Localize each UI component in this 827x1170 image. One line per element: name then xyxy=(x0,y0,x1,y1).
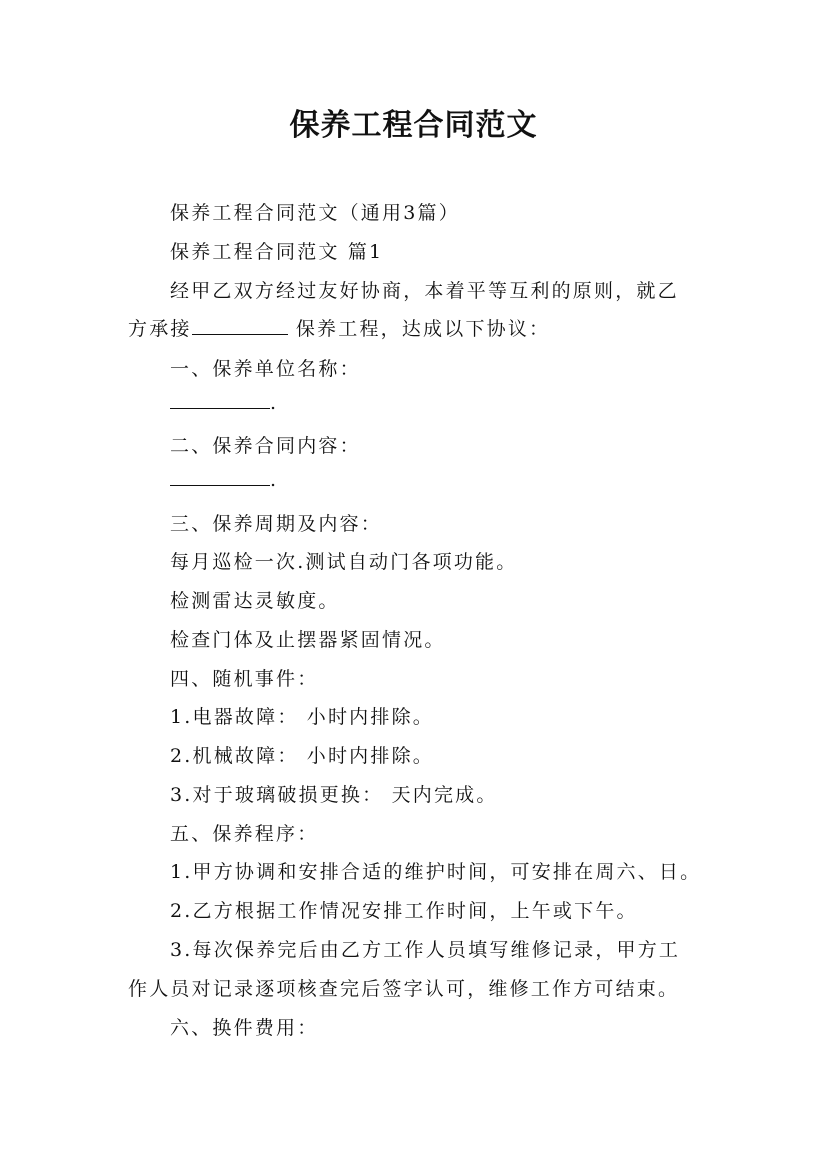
clause-5-item-2: 2.乙方根据工作情况安排工作时间，上午或下午。 xyxy=(170,900,638,922)
clause-4-item-1: 1.电器故障： 小时内排除。 xyxy=(170,706,434,728)
paragraph-intro-line-2 xyxy=(128,314,550,341)
doc-subtitle: 保养工程合同范文（通用3篇） xyxy=(170,202,460,224)
blank-field-project xyxy=(192,316,288,335)
blank-field-unit-name xyxy=(170,392,270,409)
clause-1-blank-line xyxy=(170,392,278,414)
clause-4-item-2: 2.机械故障： 小时内排除。 xyxy=(170,745,434,767)
clause-3-item-3: 检查门体及止摆器紧固情况。 xyxy=(170,629,446,651)
clause-3-item-1: 每月巡检一次.测试自动门各项功能。 xyxy=(170,551,518,573)
clause-6-heading: 六、换件费用： xyxy=(170,1017,319,1039)
blank-field-contract-content xyxy=(170,469,270,486)
paragraph-intro-line-1: 经甲乙双方经过友好协商，本着平等互利的原则，就乙 xyxy=(170,280,679,302)
document-title: 保养工程合同范文 xyxy=(289,108,538,143)
clause-2-heading: 二、保养合同内容： xyxy=(170,435,361,457)
clause-1-period: . xyxy=(270,392,279,414)
clause-3-item-2: 检测雷达灵敏度。 xyxy=(170,590,340,612)
clause-2-period: . xyxy=(270,469,279,491)
clause-5-item-1: 1.甲方协调和安排合适的维护时间，可安排在周六、日。 xyxy=(170,861,702,883)
clause-5-item-3-line-2: 作人员对记录逐项核查完后签字认可，维修工作方可结束。 xyxy=(128,978,680,1000)
doc-section-heading: 保养工程合同范文 篇1 xyxy=(170,241,384,263)
clause-3-heading: 三、保养周期及内容： xyxy=(170,513,383,535)
clause-4-heading: 四、随机事件： xyxy=(170,668,319,690)
clause-1-heading: 一、保养单位名称： xyxy=(170,358,361,380)
clause-2-blank-line xyxy=(170,469,278,491)
clause-5-item-3-line-1: 3.每次保养完后由乙方工作人员填写维修记录，甲方工 xyxy=(170,939,681,961)
paragraph-intro-suffix: 保养工程，达成以下协议： xyxy=(295,318,551,340)
clause-5-heading: 五、保养程序： xyxy=(170,823,319,845)
clause-4-item-3: 3.对于玻璃破损更换： 天内完成。 xyxy=(170,784,498,806)
paragraph-intro-prefix: 方承接 xyxy=(128,318,192,340)
